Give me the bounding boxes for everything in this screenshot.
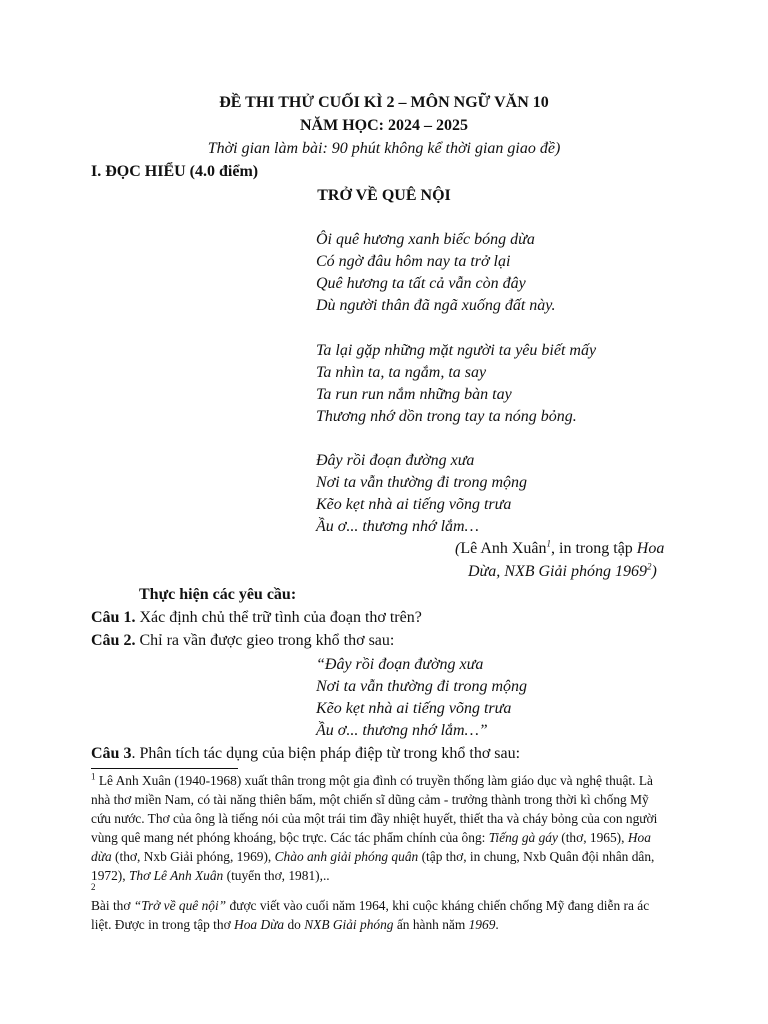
poem-line: Thương nhớ dồn trong tay ta nóng bỏng. <box>316 408 577 425</box>
fn2-text: . <box>495 917 499 932</box>
poem-line: Ôi quê hương xanh biếc bóng dừa <box>316 231 535 248</box>
quoted-poem-line: Nơi ta vẫn thường đi trong mộng <box>316 678 527 695</box>
poem-line: Ầu ơ... thương nhớ lắm… <box>316 518 479 535</box>
quoted-poem-line: Kẽo kẹt nhà ai tiếng võng trưa <box>316 700 512 717</box>
poem-line: Dù người thân đã ngã xuống đất này. <box>316 297 556 314</box>
poem-title: TRỞ VỀ QUÊ NỘI <box>317 187 451 204</box>
school-year: NĂM HỌC: 2024 – 2025 <box>300 117 468 134</box>
footnote-2-mark: 2 <box>91 882 96 892</box>
footnote-2-line <box>91 896 649 915</box>
fn2-text: được viết vào cuối năm 1964, khi cuộc kháng chiến chống Mỹ đang diễn ra ác <box>226 898 650 913</box>
section-heading: I. ĐỌC HIỂU (4.0 điểm) <box>91 163 259 180</box>
poem-line: Có ngờ đâu hôm nay ta trở lại <box>316 253 511 270</box>
time-note: Thời gian làm bài: 90 phút không kể thời gian giao đề) <box>207 140 561 157</box>
fn2-text: ấn hành năm <box>393 917 469 932</box>
quoted-poem-line: “Đây rồi đoạn đường xưa <box>316 656 484 673</box>
fn2-year: 1969 <box>468 917 496 932</box>
fn1-text: (tuyển thơ, 1981),.. <box>223 868 330 883</box>
footnote-1-line <box>91 866 330 885</box>
footnote-1-mark: 1 <box>91 771 96 782</box>
tasks-heading: Thực hiện các yêu cầu: <box>139 586 297 603</box>
fn2-text: liệt. Được in trong tập thơ <box>91 917 235 932</box>
question-1 <box>91 607 422 629</box>
poem-line: Nơi ta vẫn thường đi trong mộng <box>316 474 527 491</box>
poem-line: Đây rồi đoạn đường xưa <box>316 452 475 469</box>
fn1-text: (thơ, Nxb Giải phóng, 1969), <box>111 849 275 864</box>
fn1-work-title: Hoa <box>627 830 651 845</box>
poem-line: Ta nhìn ta, ta ngắm, ta say <box>316 364 487 381</box>
footnote-1-line <box>91 847 654 866</box>
poem-line: Ta lại gặp những mặt người ta yêu biết mấy <box>316 342 597 359</box>
question-3 <box>91 743 520 765</box>
footnote-1-line <box>91 828 651 847</box>
footnote-1-line: cứu nước. Thơ của ông là tiếng nói của một trái tim đầy nhiệt huyết, thiết tha và cháy bỏng của con người <box>91 811 658 826</box>
footnote-2-line <box>91 915 499 934</box>
fn1-work-title: Tiếng gà gáy <box>488 830 558 845</box>
poem-line: Quê hương ta tất cả vẫn còn đây <box>316 275 526 292</box>
fn2-publisher: NXB Giải phóng <box>304 917 394 932</box>
footnote-separator <box>91 768 238 769</box>
footnote-ref-1: 1 <box>546 538 552 549</box>
footnote-1-text: Lê Anh Xuân (1940-1968) xuất thân trong một gia đình có truyền thống làm giáo dục và nghệ thuật. Là <box>95 773 653 788</box>
exam-title: ĐỀ THI THỬ CUỐI KÌ 2 – MÔN NGỮ VĂN 10 <box>219 94 549 111</box>
poem-line: Kẽo kẹt nhà ai tiếng võng trưa <box>316 496 512 513</box>
footnote-1-line: nhà thơ miền Nam, có tài năng thiên bẩm, một chiến sĩ dũng cảm - trưởng thành trong thời kì chống Mỹ <box>91 792 649 807</box>
question-2 <box>91 630 394 652</box>
question-1-label: Câu 1. <box>91 609 136 626</box>
author-name: Lê Anh Xuân <box>460 540 547 557</box>
question-1-text: Xác định chủ thể trữ tình của đoạn thơ trên? <box>135 609 422 626</box>
fn2-text: do <box>284 917 305 932</box>
paren-open: ( <box>455 540 461 557</box>
fn2-book-title: Hoa Dừa <box>234 917 285 932</box>
footnote-1-line <box>91 771 653 790</box>
quoted-poem-line: Ầu ơ... thương nhớ lắm…” <box>316 722 488 739</box>
fn1-text: (tập thơ, in chung, Nxb Quân đội nhân dân, <box>418 849 655 864</box>
poem-line: Ta run run nắm những bàn tay <box>316 386 512 403</box>
fn1-text: vùng quê mang nét phóng khoáng, bộc trực. Các tác phẩm chính của ông: <box>91 830 489 845</box>
fn1-text: (thơ, 1965), <box>557 830 628 845</box>
question-2-label: Câu 2. <box>91 632 136 649</box>
source-citation-line2 <box>468 561 657 583</box>
question-2-text: Chỉ ra vần được gieo trong khổ thơ sau: <box>135 632 395 649</box>
source-mid: , in trong tập <box>551 540 637 557</box>
fn1-work-title: Thơ Lê Anh Xuân <box>128 868 224 883</box>
fn1-text: 1972), <box>91 868 129 883</box>
question-3-text: . Phân tích tác dụng của biện pháp điệp từ trong khổ thơ sau: <box>131 745 521 762</box>
book-title-part1: Hoa <box>636 540 665 557</box>
book-title-part2: Dừa, NXB Giải phóng 1969 <box>468 563 647 580</box>
footnote-ref-2: 2 <box>646 561 652 572</box>
fn1-work-title: dừa <box>91 849 112 864</box>
paren-close: ) <box>651 563 657 580</box>
question-3-label: Câu 3 <box>91 745 132 762</box>
fn2-poem-title: “Trở về quê nội” <box>133 898 227 913</box>
fn2-text: Bài thơ <box>91 898 134 913</box>
source-citation-line1 <box>455 538 664 560</box>
fn1-work-title: Chào anh giải phóng quân <box>274 849 419 864</box>
